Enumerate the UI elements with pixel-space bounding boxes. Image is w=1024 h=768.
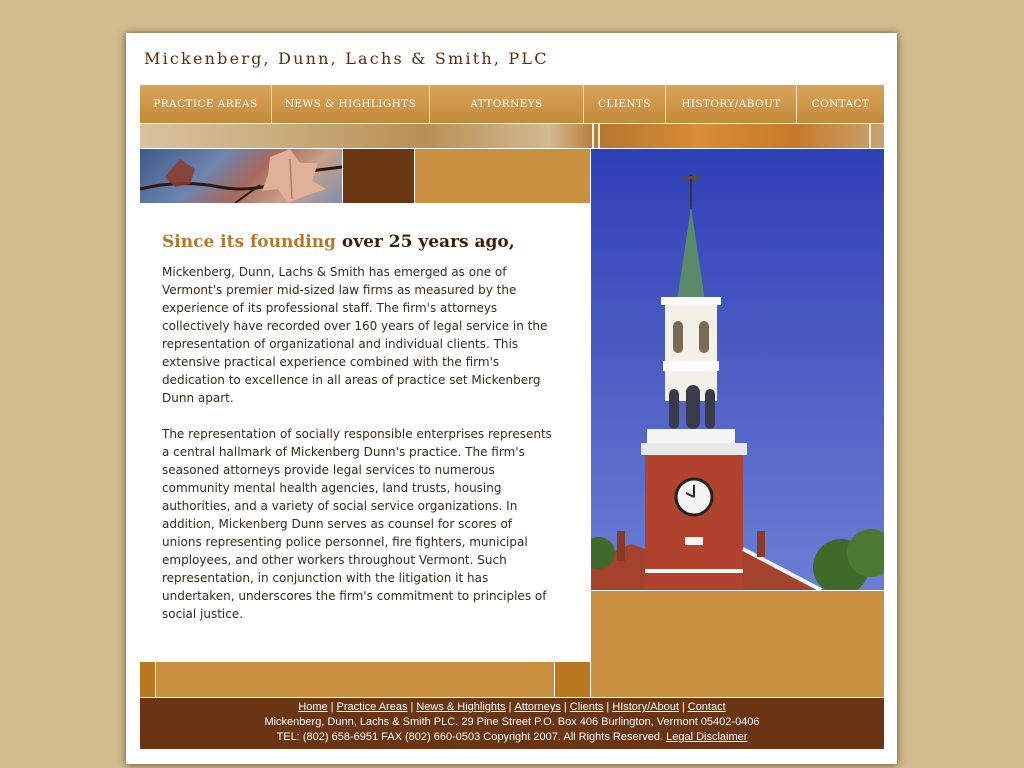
church-steeple-image — [591, 149, 884, 590]
page-container — [126, 33, 897, 764]
church-steeple-icon — [591, 149, 884, 590]
footer-separator: | — [330, 701, 334, 713]
footer-contact: TEL: (802) 658-6951 FAX (802) 660-0503 Copyright 2007. All Rights Reserved. — [276, 731, 664, 743]
nav-news-highlights[interactable]: NEWS & HIGHLIGHTS — [272, 85, 430, 123]
nav-clients[interactable]: CLIENTS — [584, 85, 666, 123]
footer-link-legal-disclaimer[interactable]: Legal Disclaimer — [666, 731, 748, 743]
bottom-accent-left — [140, 662, 156, 697]
footer-link-contact[interactable]: Contact — [687, 701, 726, 713]
nav-practice-areas[interactable]: PRACTICE AREAS — [140, 85, 272, 123]
footer-link-home[interactable]: Home — [298, 701, 328, 713]
footer-address: Mickenberg, Dunn, Lachs & Smith PLC. 29 Pine Street P.O. Box 406 Burlington, Vermont 05402-0406 — [264, 716, 760, 728]
bottom-accent-mid — [156, 662, 555, 697]
firm-logo-text[interactable]: Mickenberg, Dunn, Lachs & Smith, PLC — [144, 49, 549, 68]
footer-link-practice-areas[interactable]: Practice Areas — [336, 701, 408, 713]
strip-divider — [592, 124, 594, 148]
nav-attorneys[interactable]: ATTORNEYS — [430, 85, 584, 123]
bottom-accent-bar — [140, 662, 590, 697]
footer-contact-line — [140, 730, 884, 745]
footer-link-news-highlights[interactable]: News & Highlights — [416, 701, 506, 713]
heading-rest: over 25 years ago, — [335, 232, 515, 252]
decorative-strip — [140, 124, 884, 148]
maple-leaf-icon — [140, 149, 342, 203]
main-nav — [140, 85, 884, 123]
nav-contact[interactable]: CONTACT — [797, 85, 884, 123]
footer-link-history-about[interactable]: HIstory/About — [612, 701, 679, 713]
site-footer — [140, 698, 884, 749]
social-paragraph: The representation of socially responsible enterprises represents a central hallmark of Mickenberg Dunn's practice. The firm's seasoned attorneys provide legal services to numerous community mental health agencies, land trusts, housing authorities, and a variety of social service organizations. In addition, Mickenberg Dunn serves as counsel for scores of unions representing police personnel, fire fighters, municipal employees, and other workers throughout Vermont. Such representation, in conjunction with the litigation it has undertaken, underscores the firm's commitment to principles of social justice. — [162, 427, 552, 621]
footer-separator: | — [606, 701, 610, 713]
gold-side-panel — [591, 591, 884, 697]
footer-separator: | — [563, 701, 567, 713]
footer-links — [140, 700, 884, 715]
strip-divider — [598, 124, 600, 148]
bottom-accent-right — [555, 662, 590, 697]
footer-separator: | — [508, 701, 512, 713]
strip-divider — [869, 124, 871, 148]
brown-accent-block — [343, 149, 414, 203]
nav-history-about[interactable]: HISTORY/ABOUT — [666, 85, 797, 123]
footer-separator: | — [410, 701, 414, 713]
intro-paragraph: Mickenberg, Dunn, Lachs & Smith has emerged as one of Vermont's premier mid-sized law firms as measured by the experience of its professional staff. The firm's attorneys collectively have recorded over 160 years of legal service in the representation of organizational and individual clients. This extensive practical experience combined with the firm's dedication to excellence in all areas of practice set Mickenberg Dunn apart. — [162, 265, 548, 405]
gold-accent-block — [415, 149, 590, 203]
page-heading — [162, 232, 515, 252]
footer-link-clients[interactable]: Clients — [569, 701, 604, 713]
footer-link-attorneys[interactable]: Attorneys — [514, 701, 561, 713]
footer-separator: | — [681, 701, 685, 713]
main-content — [140, 204, 590, 661]
heading-accent: Since its founding — [162, 232, 336, 252]
maple-leaf-image — [140, 149, 342, 203]
